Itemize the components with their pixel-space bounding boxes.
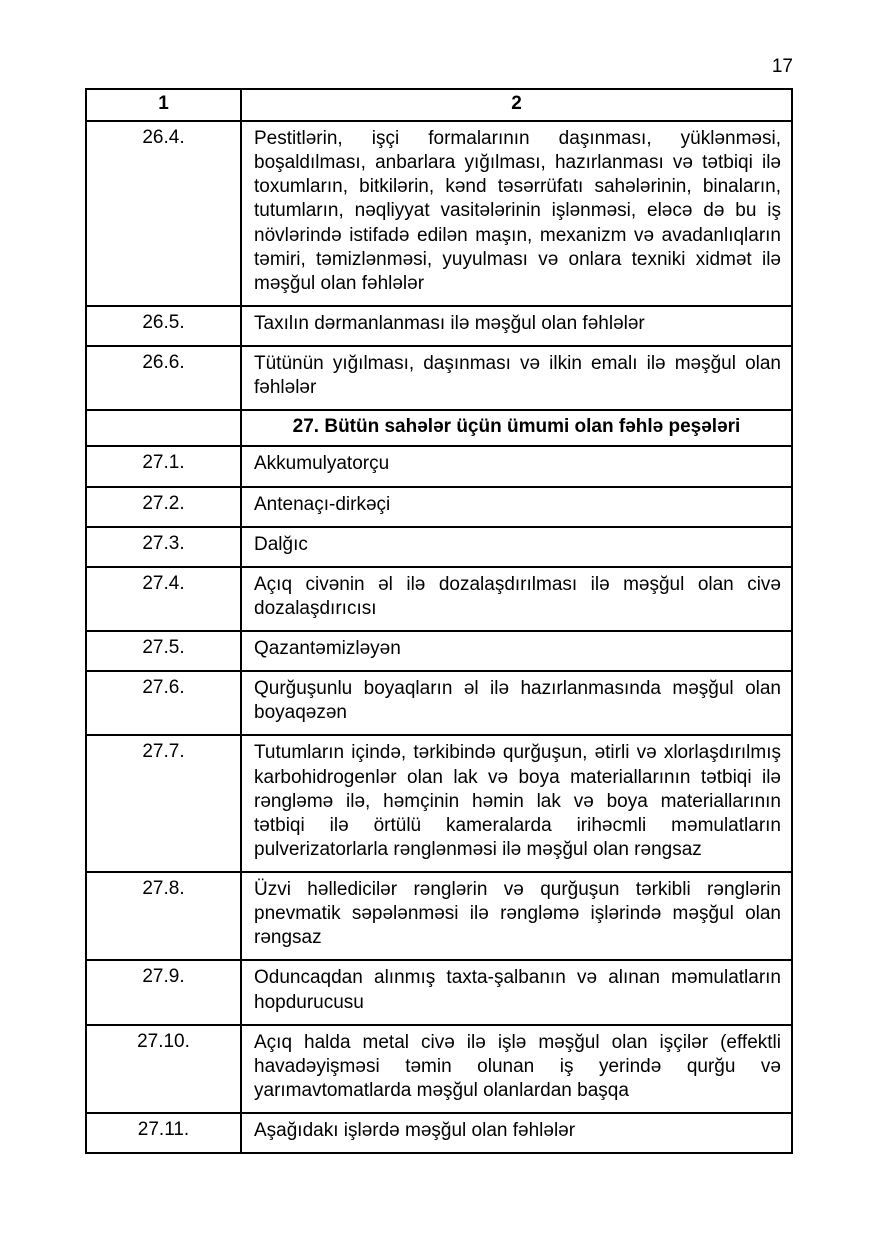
table-row <box>86 446 792 486</box>
table-row <box>86 960 792 1024</box>
table-row <box>86 527 792 567</box>
row-number-cell: 27.10. <box>86 1025 241 1113</box>
row-number-cell: 27.7. <box>86 735 241 872</box>
row-text-cell: Akkumulyatorçu <box>241 446 792 486</box>
row-number-cell: 26.6. <box>86 346 241 410</box>
row-number-cell: 27.5. <box>86 631 241 671</box>
row-number-cell: 27.6. <box>86 671 241 735</box>
row-text-cell: Aşağıdakı işlərdə məşğul olan fəhlələr <box>241 1113 792 1153</box>
row-number-cell: 27.9. <box>86 960 241 1024</box>
row-number-cell <box>86 410 241 446</box>
page-number: 17 <box>771 56 793 77</box>
row-text-cell: Qazantəmizləyən <box>241 631 792 671</box>
section-header-row <box>86 410 792 446</box>
row-text-cell: Oduncaqdan alınmış taxta-şalbanın və alınan məmulatların hopdurucusu <box>241 960 792 1024</box>
row-text-cell: Tütünün yığılması, daşınması və ilkin emalı ilə məşğul olan fəhlələr <box>241 346 792 410</box>
row-number-cell: 27.4. <box>86 567 241 631</box>
table-row <box>86 735 792 872</box>
row-number-cell: 27.1. <box>86 446 241 486</box>
table-body <box>86 121 792 1153</box>
row-text-cell: Taxılın dərmanlanması ilə məşğul olan fəhlələr <box>241 306 792 346</box>
row-text-cell: Açıq civənin əl ilə dozalaşdırılması ilə məşğul olan civə dozalaşdırıcısı <box>241 567 792 631</box>
column-header-2: 2 <box>241 89 792 121</box>
row-number-cell: 27.8. <box>86 872 241 960</box>
table-row <box>86 306 792 346</box>
row-text-cell: Açıq halda metal civə ilə işlə məşğul olan işçilər (effektli havadəyişməsi təmin olunan iş yerində qurğu və yarımavtomatlarda məşğul olanlardan başqa <box>241 1025 792 1113</box>
row-number-cell: 26.5. <box>86 306 241 346</box>
row-text-cell: Pestitlərin, işçi formalarının daşınması, yüklənməsi, boşaldılması, anbarlara yığılması, hazırlanması və tətbiqi ilə toxumların, bitkilərin, kənd təsərrüfatı sahələrinin, binaların, tutumların, nəqliyyat vasitələrinin işlənməsi, eləcə də bu iş növlərində istifadə edilən maşın, mexanizm və avadanlıqların təmiri, təmizlənməsi, yuyulması və onlara texniki xidmət ilə məşğul olan fəhlələr <box>241 121 792 306</box>
section-header-cell: 27. Bütün sahələr üçün ümumi olan fəhlə peşələri <box>241 410 792 446</box>
row-text-cell: Qurğuşunlu boyaqların əl ilə hazırlanmasında məşğul olan boyaqəzən <box>241 671 792 735</box>
table-row <box>86 487 792 527</box>
row-text-cell: Üzvi həlledicilər rənglərin və qurğuşun tərkibli rənglərin pnevmatik səpələnməsi ilə rəngləmə işlərində məşğul olan rəngsaz <box>241 872 792 960</box>
row-number-cell: 26.4. <box>86 121 241 306</box>
table-row <box>86 872 792 960</box>
table-header-row <box>86 89 792 121</box>
row-number-cell: 27.3. <box>86 527 241 567</box>
row-text-cell: Dalğıc <box>241 527 792 567</box>
table-row <box>86 671 792 735</box>
table-row <box>86 346 792 410</box>
table-row <box>86 631 792 671</box>
table-row <box>86 567 792 631</box>
row-text-cell: Antenaçı-dirkəçi <box>241 487 792 527</box>
table-row <box>86 1025 792 1113</box>
table-row <box>86 121 792 306</box>
row-number-cell: 27.11. <box>86 1113 241 1153</box>
column-header-1: 1 <box>86 89 241 121</box>
row-text-cell: Tutumların içində, tərkibində qurğuşun, ətirli və xlorlaşdırılmış karbohidrogenlər olan lak və boya materiallarının tətbiqi ilə rəngləmə ilə, həmçinin həmin lak və boya materiallarının tətbiqi ilə örtülü kameralarda irihəcmli məmulatların pulverizatorlarla rənglənməsi ilə məşğul olan rəngsaz <box>241 735 792 872</box>
table-row <box>86 1113 792 1153</box>
occupations-table <box>85 88 793 1154</box>
row-number-cell: 27.2. <box>86 487 241 527</box>
